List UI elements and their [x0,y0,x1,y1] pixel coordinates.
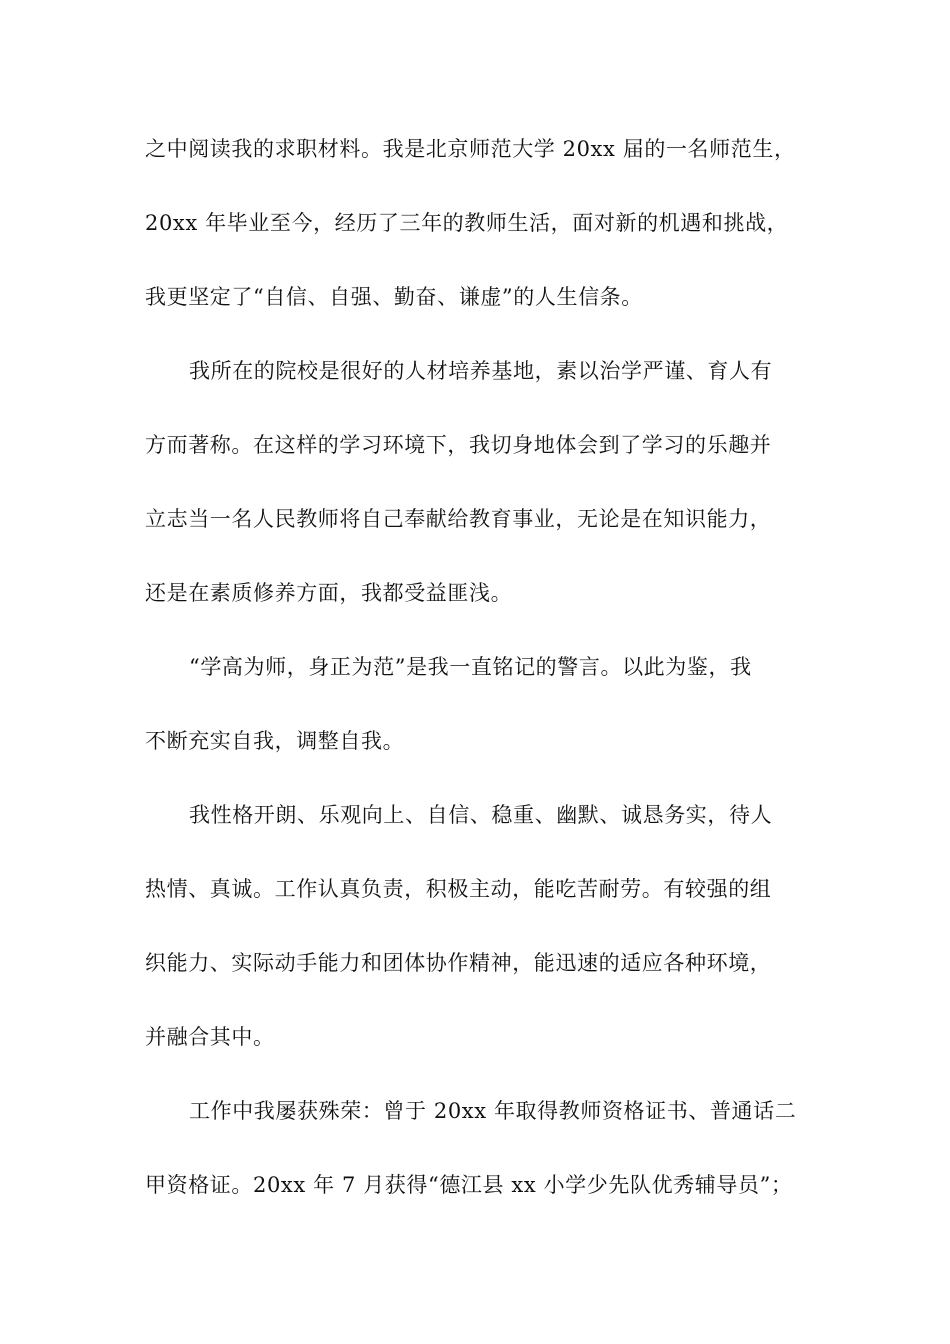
body-text [145,131,815,1241]
paragraph-start-line: 工作中我屡获殊荣：曾于 20xx 年取得教师资格证书、普通话二 [189,1099,797,1123]
paragraph-start-line: “学高为师，身正为范”是我一直铭记的警言。以此为鉴，我 [189,655,752,679]
text-line: 之中阅读我的求职材料。我是北京师范大学 20xx 届的一名师范生， [145,137,796,161]
text-line: 立志当一名人民教师将自己奉献给教育事业，无论是在知识能力， [145,507,772,531]
text-line: 还是在素质修养方面，我都受益匪浅。 [145,581,513,605]
text-line: 20xx 年毕业至今，经历了三年的教师生活，面对新的机遇和挑战， [145,211,789,235]
text-line: 甲资格证。20xx 年 7 月获得“德江县 xx 小学少先队优秀辅导员”； [145,1173,793,1197]
text-line: 热情、真诚。工作认真负责，积极主动，能吃苦耐劳。有较强的组 [145,877,772,901]
text-line: 不断充实自我，调整自我。 [145,729,405,753]
text-line: 方而著称。在这样的学习环境下，我切身地体会到了学习的乐趣并 [145,433,772,457]
text-line: 我更坚定了“自信、自强、勤奋、谦虚”的人生信条。 [145,285,643,309]
text-line: 织能力、实际动手能力和团体协作精神，能迅速的适应各种环境， [145,951,772,975]
paragraph-start-line: 我所在的院校是很好的人材培养基地，素以治学严谨、育人有 [189,359,773,383]
paragraph-start-line: 我性格开朗、乐观向上、自信、稳重、幽默、诚恳务实，待人 [189,803,773,827]
text-line: 并融合其中。 [145,1025,275,1049]
